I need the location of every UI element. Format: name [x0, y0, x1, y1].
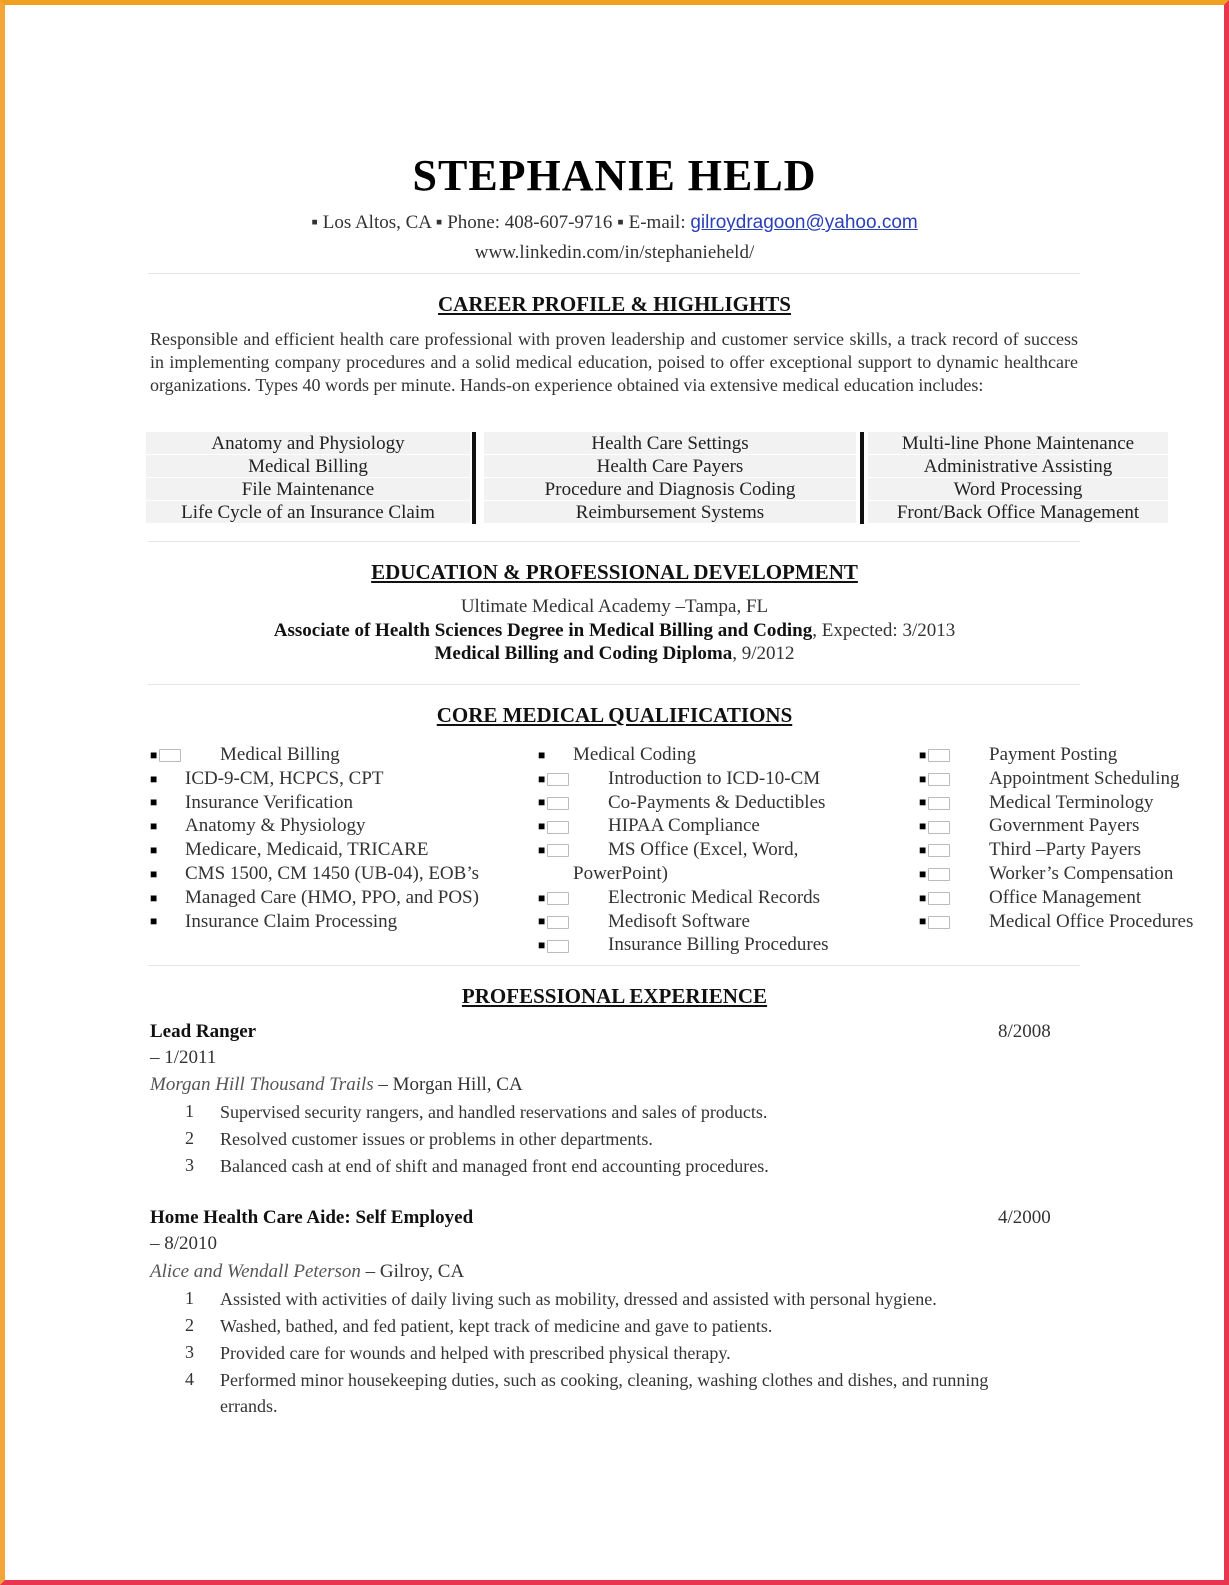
- school: Ultimate Medical Academy –Tampa, FL: [460, 596, 769, 617]
- bullet-icon: ■: [919, 747, 927, 762]
- bullet-icon: ■: [538, 842, 546, 857]
- folder-icon: [547, 892, 569, 905]
- degree-status: , Expected: 3/2013: [812, 620, 956, 641]
- contact-details: ▪ Los Altos, CA ▪ Phone: 408-607-9716 ▪ E-mail:: [311, 212, 691, 233]
- skill-item: Word Processing: [868, 478, 1168, 501]
- bullet-icon: ■: [538, 747, 546, 762]
- skill-item: Procedure and Diagnosis Coding: [484, 478, 856, 501]
- bullet-icon: ■: [150, 842, 158, 857]
- folder-icon: [547, 940, 569, 953]
- candidate-name: STEPHANIE HELD: [412, 151, 817, 200]
- qualification-item: [538, 743, 898, 767]
- qualification-item-continued: [538, 862, 898, 886]
- qualification-label: Office Management: [989, 886, 1142, 908]
- qualification-item: [538, 933, 898, 957]
- qualification-label: Payment Posting: [989, 744, 1118, 765]
- qualification-label: Medical Office Procedures: [989, 910, 1194, 932]
- document-icon: [928, 868, 950, 881]
- qualification-label: Medical Billing: [220, 744, 340, 765]
- section-heading-qualifications: CORE MEDICAL QUALIFICATIONS: [436, 703, 793, 727]
- bullet-icon: ■: [150, 771, 158, 786]
- qualification-item: [538, 886, 898, 910]
- qualification-item: [150, 743, 520, 767]
- folder-icon: [547, 844, 569, 857]
- bullet-icon: ■: [538, 795, 546, 810]
- skill-item: Life Cycle of an Insurance Claim: [146, 501, 470, 524]
- skill-item: Health Care Settings: [484, 432, 856, 455]
- job-employer-line: [150, 1261, 464, 1283]
- bullet-icon: ■: [919, 842, 927, 857]
- qualification-item: [150, 814, 520, 838]
- job-title: Lead Ranger: [150, 1021, 257, 1042]
- degree-name: Associate of Health Sciences Degree in Medical Billing and Coding: [273, 620, 813, 641]
- qualification-item: [919, 862, 1219, 886]
- skill-item: Anatomy and Physiology: [146, 432, 470, 455]
- folder-icon: [547, 821, 569, 834]
- section-heading-education: EDUCATION & PROFESSIONAL DEVELOPMENT: [371, 560, 858, 584]
- qualification-item: [150, 791, 520, 815]
- contact-line: [0, 212, 1229, 234]
- employer-name: Alice and Wendall Peterson: [150, 1261, 361, 1282]
- qualification-item: [150, 886, 520, 910]
- qualification-label: Electronic Medical Records: [608, 886, 821, 908]
- diploma-name: Medical Billing and Coding Diploma: [434, 643, 733, 664]
- job-start-date: 8/2008: [998, 1021, 1051, 1042]
- duty-number: 2: [185, 1128, 194, 1148]
- qualification-item: [919, 838, 1219, 862]
- folder-icon: [928, 773, 950, 786]
- document-icon: [928, 844, 950, 857]
- skills-column-1: [146, 432, 470, 524]
- qualification-item: [919, 743, 1219, 767]
- qualification-label: Medical Terminology: [989, 791, 1154, 813]
- qualifications-column-3: [919, 743, 1219, 933]
- qualification-item: [150, 838, 520, 862]
- qualification-label: Government Payers: [989, 815, 1140, 837]
- folder-icon: [928, 797, 950, 810]
- document-icon: [928, 821, 950, 834]
- qualification-item: [919, 767, 1219, 791]
- bullet-icon: ■: [538, 890, 546, 905]
- qualification-item: [919, 910, 1219, 934]
- bullet-icon: ■: [538, 914, 546, 929]
- qualification-label: PowerPoint): [573, 862, 668, 884]
- qualification-label: MS Office (Excel, Word,: [608, 839, 799, 861]
- duty-item: Supervised security rangers, and handled reservations and sales of products.: [220, 1102, 768, 1122]
- divider: [148, 541, 1080, 542]
- qualification-label: Medicare, Medicaid, TRICARE: [185, 839, 429, 861]
- bullet-icon: ■: [919, 795, 927, 810]
- qualification-item: [150, 767, 520, 791]
- duty-item: Assisted with activities of daily living such as mobility, dressed and assisted with personal hygiene.: [220, 1289, 937, 1309]
- qualification-label: Medical Coding: [573, 744, 696, 765]
- divider: [148, 965, 1080, 966]
- duty-number: 2: [185, 1315, 194, 1335]
- skill-item: Health Care Payers: [484, 455, 856, 478]
- qualification-label: Co-Payments & Deductibles: [608, 791, 826, 813]
- bullet-icon: ■: [538, 938, 546, 953]
- qualifications-column-1: [150, 743, 520, 933]
- job-start-date: 4/2000: [998, 1207, 1051, 1228]
- qualification-label: Anatomy & Physiology: [185, 815, 366, 837]
- duty-number: 4: [185, 1369, 194, 1389]
- divider: [148, 273, 1080, 274]
- duty-item: Performed minor housekeeping duties, such as cooking, cleaning, washing clothes and dishes, and running errands.: [220, 1370, 989, 1416]
- document-icon: [928, 892, 950, 905]
- qualification-label: CMS 1500, CM 1450 (UB-04), EOB’s: [185, 862, 479, 884]
- duty-item: Washed, bathed, and fed patient, kept track of medicine and gave to patients.: [220, 1316, 773, 1336]
- section-heading-profile: CAREER PROFILE & HIGHLIGHTS: [438, 292, 791, 316]
- qualification-label: Insurance Claim Processing: [185, 910, 398, 932]
- bullet-icon: ■: [919, 914, 927, 929]
- employer-location: – Gilroy, CA: [360, 1261, 465, 1282]
- qualification-item: [919, 886, 1219, 910]
- section-heading-experience: PROFESSIONAL EXPERIENCE: [461, 984, 768, 1008]
- job-end-date: – 8/2010: [150, 1233, 218, 1254]
- qualification-label: Insurance Verification: [185, 791, 353, 813]
- bullet-icon: ■: [150, 795, 158, 810]
- employer-name: Morgan Hill Thousand Trails: [150, 1074, 374, 1095]
- email-link[interactable]: gilroydragoon@yahoo.com: [690, 212, 918, 233]
- folder-icon: [547, 773, 569, 786]
- bullet-icon: ■: [538, 819, 546, 834]
- qualification-label: ICD-9-CM, HCPCS, CPT: [185, 767, 384, 789]
- bullet-icon: ■: [150, 866, 158, 881]
- qualification-label: Introduction to ICD-10-CM: [608, 767, 821, 789]
- folder-icon: [928, 749, 950, 762]
- skill-item: Reimbursement Systems: [484, 501, 856, 524]
- bullet-icon: ■: [919, 866, 927, 881]
- skill-item: File Maintenance: [146, 478, 470, 501]
- skill-item: Front/Back Office Management: [868, 501, 1168, 524]
- qualification-item: [538, 814, 898, 838]
- job-end-date: – 1/2011: [150, 1047, 217, 1068]
- degree-line: [0, 620, 1229, 642]
- folder-icon: [547, 916, 569, 929]
- bullet-icon: ■: [919, 819, 927, 834]
- qualification-item: [538, 791, 898, 815]
- duty-item: Balanced cash at end of shift and managed front end accounting procedures.: [220, 1156, 769, 1176]
- skill-item: Multi-line Phone Maintenance: [868, 432, 1168, 455]
- bullet-icon: ■: [150, 890, 158, 905]
- qualification-label: Appointment Scheduling: [989, 767, 1180, 789]
- qualification-label: HIPAA Compliance: [608, 815, 760, 837]
- qualification-item: [919, 814, 1219, 838]
- job-employer-line: [150, 1074, 523, 1096]
- duty-number: 3: [185, 1155, 194, 1175]
- skill-item: Administrative Assisting: [868, 455, 1168, 478]
- skills-column-3: [868, 432, 1168, 524]
- skills-divider: [472, 432, 476, 524]
- bullet-icon: ■: [150, 747, 158, 762]
- bullet-icon: ■: [150, 819, 158, 834]
- bullet-icon: ■: [538, 771, 546, 786]
- divider: [148, 684, 1080, 685]
- bullet-icon: ■: [150, 914, 158, 929]
- duty-number: 1: [185, 1101, 194, 1121]
- qualification-label: Third –Party Payers: [989, 839, 1141, 861]
- bullet-icon: ■: [919, 771, 927, 786]
- diploma-line: [0, 643, 1229, 665]
- employer-location: – Morgan Hill, CA: [373, 1074, 523, 1095]
- document-icon: [928, 916, 950, 929]
- duty-item: Provided care for wounds and helped with prescribed physical therapy.: [220, 1343, 731, 1363]
- qualifications-column-2: [538, 743, 898, 957]
- duty-item: Resolved customer issues or problems in other departments.: [220, 1129, 653, 1149]
- qualification-item: [538, 767, 898, 791]
- qualification-item: [150, 862, 520, 886]
- job-title: Home Health Care Aide: Self Employed: [150, 1207, 474, 1228]
- qualification-item: [919, 791, 1219, 815]
- qualification-item: [150, 910, 520, 934]
- qualification-label: Insurance Billing Procedures: [608, 934, 829, 956]
- skill-item: Medical Billing: [146, 455, 470, 478]
- duty-number: 3: [185, 1342, 194, 1362]
- diploma-date: , 9/2012: [732, 643, 795, 664]
- duty-number: 1: [185, 1288, 194, 1308]
- linkedin-url[interactable]: www.linkedin.com/in/stephanieheld/: [474, 242, 755, 263]
- folder-icon: [547, 797, 569, 810]
- qualification-label: Managed Care (HMO, PPO, and POS): [185, 886, 479, 908]
- qualification-label: Medisoft Software: [608, 910, 750, 932]
- folder-icon: [159, 749, 181, 762]
- skills-divider: [860, 432, 864, 524]
- qualification-item: [538, 910, 898, 934]
- bullet-icon: ■: [919, 890, 927, 905]
- skills-column-2: [484, 432, 856, 524]
- profile-summary: Responsible and efficient health care professional with proven leadership and customer service skills, a track record of success in implementing company procedures and a solid medical education, poised to offer exceptional support to dynamic healthcare organizations. Types 40 words per minute. Hands-on experience obtained via extensive medical education includes:: [150, 329, 1078, 395]
- qualification-label: Worker’s Compensation: [989, 862, 1174, 884]
- qualification-item: [538, 838, 898, 862]
